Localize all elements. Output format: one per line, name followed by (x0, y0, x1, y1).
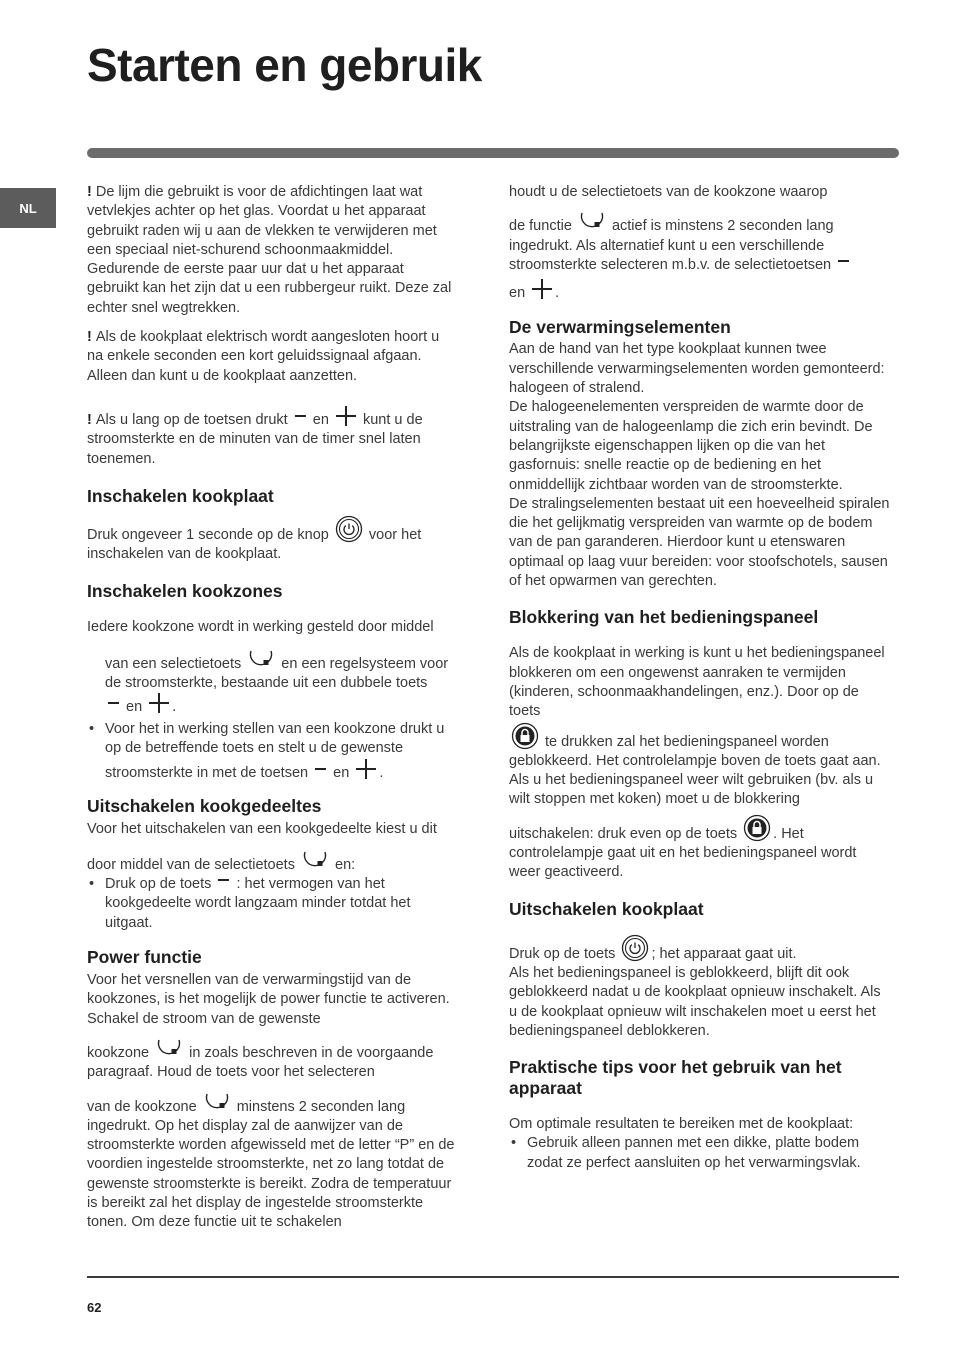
list-inschakelen-kookzones (87, 720, 459, 784)
paragraph-power-functie-cont: kookzone in zoals beschreven in de voorgaande paragraaf. Houd de toets voor het selecteren (87, 1033, 459, 1083)
warning-icon: ! (87, 329, 96, 346)
paragraph-uitschakelen-kookplaat: Druk op de toets ; het apparaat gaat uit. (509, 934, 891, 964)
right-column (509, 183, 891, 1173)
list-uitschakelen-kookgedeeltes (87, 875, 459, 933)
heading-inschakelen-kookplaat: Inschakelen kookplaat (87, 485, 274, 506)
list-item: • Gebruik alleen pannen met een dikke, platte bodem zodat ze perfect aansluiten op het verwarmingsvlak. (509, 1134, 891, 1173)
footer-rule (87, 1276, 899, 1278)
paragraph-uitschakelen-kookgedeeltes: Voor het uitschakelen van een kookgedeelte kiest u dit (87, 820, 437, 837)
minus-icon (315, 768, 326, 770)
heading-uitschakelen-kookgedeeltes: Uitschakelen kookgedeeltes (87, 795, 322, 816)
heading-inschakelen-kookzones: Inschakelen kookzones (87, 581, 283, 602)
plus-icon (356, 759, 376, 779)
minus-icon (108, 702, 119, 704)
plus-icon (532, 279, 552, 299)
selector-icon (247, 644, 275, 672)
paragraph-inschakelen-kookzones-keys: en . (87, 693, 459, 717)
minus-icon (838, 260, 849, 262)
power-icon (621, 934, 649, 962)
heading-praktische-tips: Praktische tips voor het gebruik van het apparaat (509, 1057, 842, 1099)
paragraph-praktische-tips: Om optimale resultaten te bereiken met de kookplaat: (509, 1116, 854, 1133)
warning-icon: ! (87, 184, 96, 200)
selector-icon (203, 1087, 231, 1115)
selector-icon (301, 845, 329, 873)
list-praktische-tips (509, 1134, 891, 1173)
paragraph-blokkering-3: uitschakelen: druk even op de toets . Het controlelampje gaat uit en het bedieningspaneel wordt weer geactiveerd. (509, 814, 891, 883)
left-column (87, 183, 459, 1233)
paragraph-inschakelen-kookplaat: Druk ongeveer 1 seconde op de knop voor het inschakelen van de kookplaat. (87, 515, 459, 565)
paragraph-verwarmingselementen-3: De stralingselementen bestaat uit een hoeveelheid spiralen die het gelijkmatig verspreiden van warmte op de bodem van de pan garanderen. Hierdoor kunt u etenswaren optimaal op laag vuur bereiden: voor stoofschotels, sausen of het opwarmen van gerechten. (509, 495, 890, 590)
header-rule (87, 148, 899, 158)
paragraph-verwarmingselementen-2: De halogeenelementen verspreiden de warmte door de uitstraling van de halogeenlamp die zich erin bevindt. De belangrijkste eigenschappen lijken op die van het gasfornuis: snelle reactie op de bediening en het onmiddellijk zichtbaar worden van de stroomsterkte. (509, 399, 873, 493)
heading-verwarmingselementen: De verwarmingselementen (509, 317, 731, 338)
list-item: • Druk op de toets : het vermogen van het kookgedeelte wordt langzaam minder totdat het uitgaat. (87, 875, 459, 933)
paragraph-power-functie: Voor het versnellen van de verwarmingstijd van de kookzones, is het mogelijk de power functie te activeren. Schakel de stroom van de gewenste (87, 972, 450, 1027)
selector-icon (155, 1033, 183, 1061)
power-icon (335, 515, 363, 543)
warning-paragraph-2: ! Als de kookplaat elektrisch wordt aangesloten hoort u na enkele seconden een kort geluidssignaal afgaan. Alleen dan kunt u de kookplaat aanzetten. (87, 329, 440, 384)
warning-paragraph-3: ! Als u lang op de toetsen drukt en kunt u de stroomsterkte en de minuten van de timer snel laten toenemen. (87, 406, 459, 469)
warning-paragraph-1: ! De lijm die gebruikt is voor de afdichtingen laat wat vetvlekjes achter op het glas. Voordat u het apparaat gebruikt raden wij u aan de vlekken te verwijderen met een speciaal niet-schurend schoonmaakmiddel. Gedurende de eerste paar uur dat u het apparaat gebruikt kan het zijn dat u een rubbergeur ruikt. Deze zal echter snel wegtrekken. (87, 184, 452, 316)
plus-icon (336, 406, 356, 426)
heading-power-functie: Power functie (87, 947, 202, 968)
plus-icon (149, 693, 169, 713)
paragraph-power-functie-continued: houdt u de selectietoets van de kookzone waarop (509, 184, 828, 200)
paragraph-blokkering-2: Als u het bedieningspaneel weer wilt gebruiken (bv. als u wilt stoppen met koken) moet u de blokkering (509, 772, 874, 808)
page-number: 62 (87, 1300, 102, 1315)
warning-icon: ! (87, 411, 96, 428)
paragraph-inschakelen-kookzones-cont: van een selectietoets en een regelsysteem voor de stroomsterkte, bestaande uit een dubbele toets (87, 644, 459, 694)
paragraph-blokkering: Als de kookplaat in werking is kunt u het bedieningspaneel blokkeren om een ongewenst aanraken te vermijden (kinderen, schoonmaakhandelingen, enz.). Door op de toets te drukken zal het bedieningspaneel worden geblokkeerd. Het controlelampje boven de toets gaat aan. (509, 645, 885, 769)
language-tab: NL (0, 188, 56, 228)
selector-icon (578, 206, 606, 234)
paragraph-uitschakelen-kookplaat-2: Als het bedieningspaneel is geblokkeerd, blijft dit ook geblokkeerd nadat u de kookplaat opnieuw inschakelt. Als u de kookplaat opnieuw wilt inschakelen moet u eerst het bedieningspaneel deblokkeren. (509, 964, 881, 1039)
list-item: • Voor het in werking stellen van een kookzone drukt u op de betreffende toets en stelt u de gewenste stroomsterkte in met de toetsen en . (87, 720, 459, 784)
paragraph-power-functie-continued-3: en . (509, 279, 891, 303)
minus-icon (295, 415, 306, 417)
paragraph-power-functie-continued-2: de functie actief is minstens 2 seconden lang ingedrukt. Als alternatief kunt u een verschillende stroomsterkte selecteren m.b.v. de selectietoetsen (509, 206, 891, 275)
paragraph-verwarmingselementen: Aan de hand van het type kookplaat kunnen twee verschillende verwarmingselementen worden gemonteerd: halogeen of stralend. (509, 341, 885, 397)
paragraph-inschakelen-kookzones: Iedere kookzone wordt in werking gesteld door middel (87, 619, 434, 636)
heading-uitschakelen-kookplaat: Uitschakelen kookplaat (509, 898, 704, 919)
lock-icon (743, 814, 771, 842)
paragraph-uitschakelen-kookgedeeltes-cont: door middel van de selectietoets en: (87, 845, 459, 875)
lock-icon (511, 722, 539, 750)
heading-blokkering: Blokkering van het bedieningspaneel (509, 607, 819, 628)
paragraph-power-functie-cont-2: van de kookzone minstens 2 seconden lang ingedrukt. Op het display zal de aanwijzer van de stroomsterkte worden afgewisseld met de letter “P” en de voordien ingestelde stroomsterkte, net zo lang totdat de gewenste stroomsterkte is bereikt. Zodra de temperatuur is bereikt zal het display de ingestelde stroomsterkte tonen. Om deze functie uit te schakelen (87, 1087, 459, 1233)
page-title: Starten en gebruik (87, 39, 482, 91)
minus-icon (218, 879, 229, 881)
